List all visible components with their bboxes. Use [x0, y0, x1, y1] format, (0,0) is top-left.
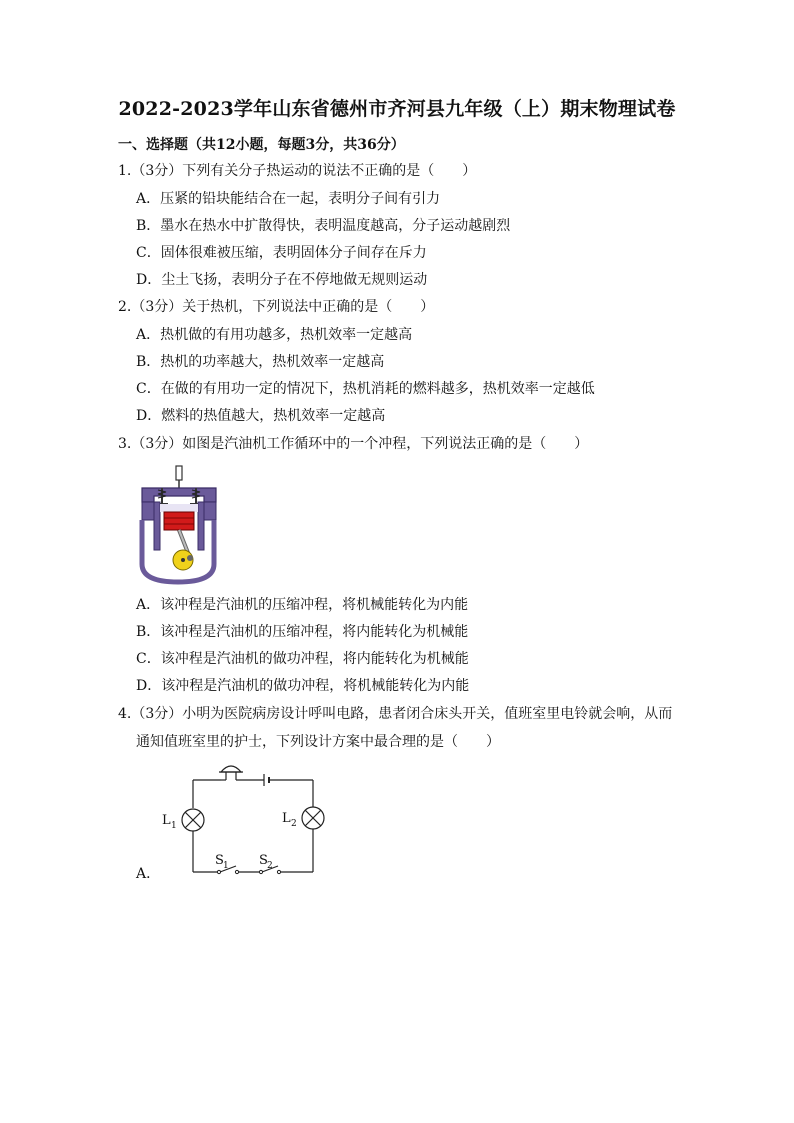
- question-3-stem: 3.（3分）如图是汽油机工作循环中的一个冲程，下列说法正确的是（ ）: [118, 436, 589, 452]
- question-3-option-d: D．该冲程是汽油机的做功冲程，将机械能转化为内能: [136, 678, 470, 694]
- switch-s2-label: S: [259, 853, 268, 868]
- question-4-option-a-label: A．: [136, 866, 161, 882]
- question-2-option-c: C．在做的有用功一定的情况下，热机消耗的燃料越多，热机效率一定越低: [136, 381, 595, 397]
- switch-s1-subscript: 1: [223, 861, 229, 871]
- question-3-option-b: B．该冲程是汽油机的压缩冲程，将内能转化为机械能: [136, 624, 469, 640]
- lamp-l2-subscript: 2: [291, 819, 297, 829]
- lamp-l1-label: L: [162, 813, 171, 828]
- engine-stroke-diagram: [138, 464, 224, 586]
- question-1-option-a: A．压紧的铅块能结合在一起，表明分子间有引力: [136, 191, 441, 207]
- lamp-l1-subscript: 1: [171, 821, 177, 831]
- switch-s2-subscript: 2: [267, 861, 273, 871]
- switch-s1-label: S: [215, 853, 224, 868]
- question-4-stem-line2: 通知值班室里的护士，下列设计方案中最合理的是（ ）: [136, 734, 500, 750]
- lamp-l1-icon: [182, 809, 204, 831]
- question-1-stem: 1.（3分）下列有关分子热运动的说法不正确的是（ ）: [118, 163, 477, 179]
- bell-icon: [219, 766, 243, 780]
- question-2-option-b: B．热机的功率越大，热机效率一定越高: [136, 354, 385, 370]
- circuit-diagram: [158, 760, 334, 882]
- page-title: 2022-2023学年山东省德州市齐河县九年级（上）期末物理试卷: [118, 98, 676, 120]
- question-1-option-c: C．固体很难被压缩，表明固体分子间存在斥力: [136, 245, 427, 261]
- question-2-stem: 2.（3分）关于热机，下列说法中正确的是（ ）: [118, 299, 435, 315]
- section-heading: 一、选择题（共12小题，每题3分，共36分）: [118, 137, 405, 153]
- question-4-stem-line1: 4.（3分）小明为医院病房设计呼叫电路，患者闭合床头开关，值班室里电铃就会响，从而: [118, 706, 673, 722]
- lamp-l2-icon: [302, 807, 324, 829]
- question-2-option-d: D．燃料的热值越大，热机效率一定越高: [136, 408, 386, 424]
- lamp-l2-label: L: [282, 811, 291, 826]
- question-3-option-c: C．该冲程是汽油机的做功冲程，将内能转化为机械能: [136, 651, 469, 667]
- battery-icon: [264, 774, 269, 786]
- question-3-option-a: A．该冲程是汽油机的压缩冲程，将机械能转化为内能: [136, 597, 469, 613]
- question-1-option-d: D．尘土飞扬，表明分子在不停地做无规则运动: [136, 272, 428, 288]
- question-1-option-b: B．墨水在热水中扩散得快，表明温度越高，分子运动越剧烈: [136, 218, 511, 234]
- question-2-option-a: A．热机做的有用功越多，热机效率一定越高: [136, 327, 413, 343]
